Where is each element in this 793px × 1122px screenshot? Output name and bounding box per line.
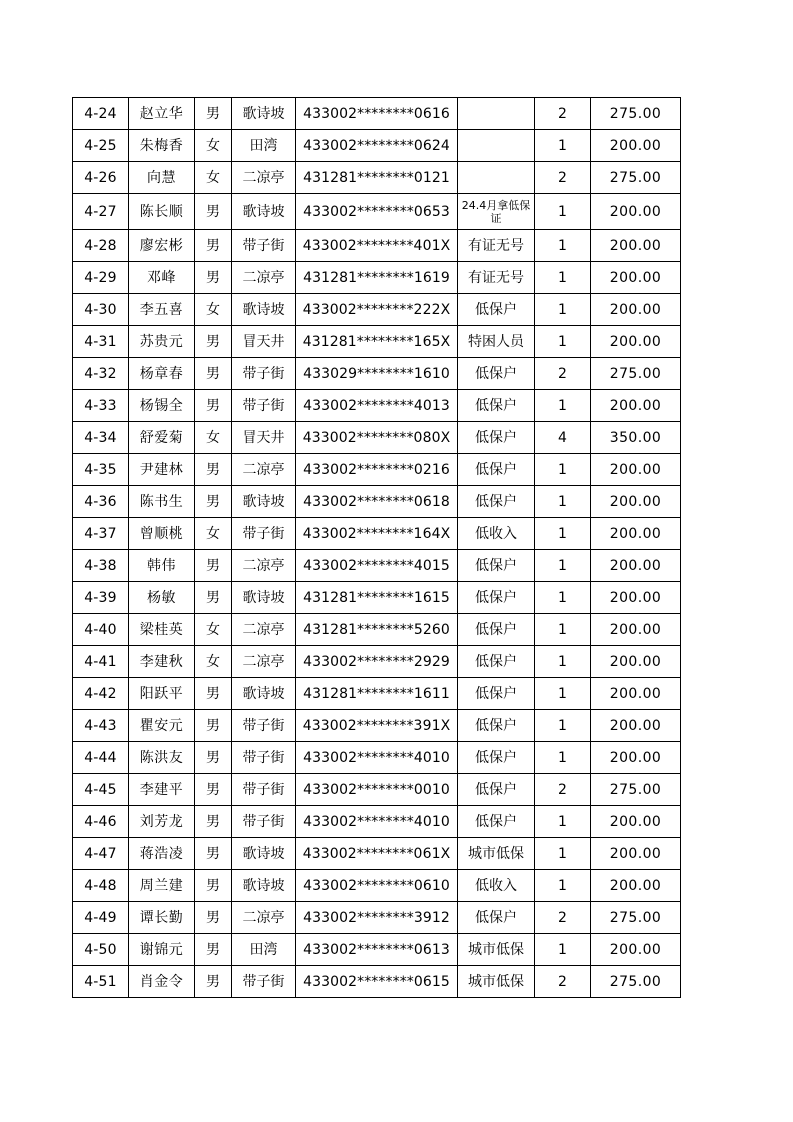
cell-area: 带子街 <box>232 358 296 390</box>
cell-id-number: 433002********0653 <box>296 194 458 230</box>
cell-id-number: 433002********061X <box>296 838 458 870</box>
cell-gender: 男 <box>195 678 232 710</box>
cell-serial-number: 4-30 <box>73 294 129 326</box>
cell-amount: 200.00 <box>591 806 681 838</box>
cell-household-count: 1 <box>535 550 591 582</box>
cell-amount: 200.00 <box>591 870 681 902</box>
cell-id-number: 433002********164X <box>296 518 458 550</box>
cell-household-count: 2 <box>535 902 591 934</box>
cell-note <box>458 162 535 194</box>
cell-id-number: 433002********080X <box>296 422 458 454</box>
cell-area: 歌诗坡 <box>232 486 296 518</box>
cell-household-count: 1 <box>535 838 591 870</box>
cell-area: 二凉亭 <box>232 902 296 934</box>
cell-area: 带子街 <box>232 806 296 838</box>
cell-household-count: 1 <box>535 678 591 710</box>
cell-name: 曾顺桃 <box>129 518 195 550</box>
cell-household-count: 1 <box>535 230 591 262</box>
cell-note: 低保户 <box>458 454 535 486</box>
cell-gender: 男 <box>195 390 232 422</box>
cell-name: 李建平 <box>129 774 195 806</box>
cell-household-count: 2 <box>535 966 591 998</box>
cell-area: 歌诗坡 <box>232 870 296 902</box>
cell-household-count: 2 <box>535 774 591 806</box>
cell-note <box>458 130 535 162</box>
cell-name: 谭长勤 <box>129 902 195 934</box>
cell-serial-number: 4-31 <box>73 326 129 358</box>
cell-id-number: 433002********0613 <box>296 934 458 966</box>
cell-household-count: 1 <box>535 870 591 902</box>
table-row <box>73 390 681 422</box>
cell-household-count: 1 <box>535 262 591 294</box>
table-row <box>73 262 681 294</box>
cell-note: 低保户 <box>458 582 535 614</box>
cell-area: 二凉亭 <box>232 614 296 646</box>
cell-name: 李五喜 <box>129 294 195 326</box>
cell-gender: 男 <box>195 806 232 838</box>
cell-gender: 男 <box>195 902 232 934</box>
cell-amount: 200.00 <box>591 646 681 678</box>
cell-household-count: 1 <box>535 710 591 742</box>
cell-gender: 男 <box>195 870 232 902</box>
cell-note: 低保户 <box>458 390 535 422</box>
cell-household-count: 2 <box>535 162 591 194</box>
cell-area: 歌诗坡 <box>232 838 296 870</box>
cell-gender: 男 <box>195 838 232 870</box>
cell-note: 低收入 <box>458 870 535 902</box>
table-row <box>73 774 681 806</box>
table-row <box>73 550 681 582</box>
table-row <box>73 646 681 678</box>
cell-note: 低保户 <box>458 486 535 518</box>
cell-gender: 男 <box>195 742 232 774</box>
cell-household-count: 1 <box>535 326 591 358</box>
cell-serial-number: 4-34 <box>73 422 129 454</box>
cell-gender: 女 <box>195 422 232 454</box>
cell-amount: 200.00 <box>591 294 681 326</box>
cell-serial-number: 4-51 <box>73 966 129 998</box>
cell-amount: 200.00 <box>591 326 681 358</box>
cell-gender: 男 <box>195 358 232 390</box>
cell-note: 低保户 <box>458 742 535 774</box>
cell-gender: 男 <box>195 710 232 742</box>
cell-household-count: 4 <box>535 422 591 454</box>
cell-name: 杨锡全 <box>129 390 195 422</box>
cell-name: 阳跃平 <box>129 678 195 710</box>
cell-serial-number: 4-45 <box>73 774 129 806</box>
cell-note: 城市低保 <box>458 838 535 870</box>
cell-id-number: 433002********3912 <box>296 902 458 934</box>
cell-area: 带子街 <box>232 966 296 998</box>
cell-amount: 200.00 <box>591 262 681 294</box>
cell-id-number: 433002********2929 <box>296 646 458 678</box>
cell-name: 肖金令 <box>129 966 195 998</box>
cell-household-count: 2 <box>535 358 591 390</box>
cell-serial-number: 4-43 <box>73 710 129 742</box>
cell-household-count: 2 <box>535 98 591 130</box>
cell-gender: 男 <box>195 262 232 294</box>
cell-area: 冒天井 <box>232 326 296 358</box>
cell-household-count: 1 <box>535 934 591 966</box>
cell-id-number: 433002********0010 <box>296 774 458 806</box>
table-row <box>73 130 681 162</box>
cell-name: 刘芳龙 <box>129 806 195 838</box>
cell-id-number: 433002********0624 <box>296 130 458 162</box>
cell-gender: 男 <box>195 230 232 262</box>
cell-name: 向慧 <box>129 162 195 194</box>
cell-serial-number: 4-38 <box>73 550 129 582</box>
cell-amount: 200.00 <box>591 678 681 710</box>
cell-gender: 男 <box>195 98 232 130</box>
cell-id-number: 433002********401X <box>296 230 458 262</box>
cell-serial-number: 4-48 <box>73 870 129 902</box>
table-row <box>73 838 681 870</box>
cell-amount: 200.00 <box>591 934 681 966</box>
cell-household-count: 1 <box>535 294 591 326</box>
cell-area: 带子街 <box>232 774 296 806</box>
cell-serial-number: 4-42 <box>73 678 129 710</box>
cell-area: 二凉亭 <box>232 262 296 294</box>
table-row <box>73 194 681 230</box>
cell-name: 杨敏 <box>129 582 195 614</box>
table-row <box>73 294 681 326</box>
cell-note: 有证无号 <box>458 262 535 294</box>
cell-gender: 女 <box>195 614 232 646</box>
cell-id-number: 433002********4010 <box>296 742 458 774</box>
cell-id-number: 431281********5260 <box>296 614 458 646</box>
cell-amount: 200.00 <box>591 454 681 486</box>
cell-id-number: 433002********0610 <box>296 870 458 902</box>
cell-note <box>458 98 535 130</box>
cell-name: 梁桂英 <box>129 614 195 646</box>
cell-serial-number: 4-49 <box>73 902 129 934</box>
cell-household-count: 1 <box>535 194 591 230</box>
cell-id-number: 433029********1610 <box>296 358 458 390</box>
cell-name: 李建秋 <box>129 646 195 678</box>
cell-serial-number: 4-32 <box>73 358 129 390</box>
cell-id-number: 431281********0121 <box>296 162 458 194</box>
cell-area: 二凉亭 <box>232 162 296 194</box>
cell-amount: 200.00 <box>591 742 681 774</box>
cell-serial-number: 4-33 <box>73 390 129 422</box>
cell-area: 田湾 <box>232 130 296 162</box>
cell-area: 二凉亭 <box>232 646 296 678</box>
roster-table <box>72 97 681 998</box>
cell-note: 低保户 <box>458 774 535 806</box>
table-row <box>73 230 681 262</box>
cell-area: 歌诗坡 <box>232 294 296 326</box>
cell-gender: 女 <box>195 130 232 162</box>
cell-name: 陈洪友 <box>129 742 195 774</box>
cell-amount: 275.00 <box>591 902 681 934</box>
table-row <box>73 678 681 710</box>
cell-serial-number: 4-44 <box>73 742 129 774</box>
cell-amount: 200.00 <box>591 194 681 230</box>
cell-area: 带子街 <box>232 390 296 422</box>
cell-amount: 200.00 <box>591 390 681 422</box>
cell-note: 低保户 <box>458 294 535 326</box>
cell-name: 赵立华 <box>129 98 195 130</box>
cell-id-number: 431281********1615 <box>296 582 458 614</box>
cell-note: 城市低保 <box>458 934 535 966</box>
cell-serial-number: 4-39 <box>73 582 129 614</box>
cell-gender: 男 <box>195 326 232 358</box>
cell-area: 冒天井 <box>232 422 296 454</box>
cell-serial-number: 4-35 <box>73 454 129 486</box>
cell-area: 歌诗坡 <box>232 98 296 130</box>
cell-amount: 200.00 <box>591 230 681 262</box>
cell-amount: 275.00 <box>591 98 681 130</box>
cell-id-number: 431281********1619 <box>296 262 458 294</box>
cell-id-number: 433002********391X <box>296 710 458 742</box>
cell-name: 杨章春 <box>129 358 195 390</box>
cell-amount: 200.00 <box>591 614 681 646</box>
cell-household-count: 1 <box>535 130 591 162</box>
table-row <box>73 582 681 614</box>
cell-household-count: 1 <box>535 806 591 838</box>
cell-note: 有证无号 <box>458 230 535 262</box>
cell-id-number: 433002********4015 <box>296 550 458 582</box>
cell-amount: 200.00 <box>591 582 681 614</box>
cell-name: 朱梅香 <box>129 130 195 162</box>
table-row <box>73 454 681 486</box>
table-row <box>73 966 681 998</box>
cell-note: 低保户 <box>458 422 535 454</box>
cell-name: 陈书生 <box>129 486 195 518</box>
cell-gender: 男 <box>195 454 232 486</box>
cell-serial-number: 4-40 <box>73 614 129 646</box>
cell-amount: 275.00 <box>591 966 681 998</box>
cell-area: 田湾 <box>232 934 296 966</box>
cell-amount: 200.00 <box>591 550 681 582</box>
cell-amount: 200.00 <box>591 518 681 550</box>
cell-area: 二凉亭 <box>232 550 296 582</box>
cell-serial-number: 4-50 <box>73 934 129 966</box>
table-row <box>73 934 681 966</box>
cell-household-count: 1 <box>535 454 591 486</box>
cell-amount: 200.00 <box>591 710 681 742</box>
cell-note: 低保户 <box>458 678 535 710</box>
table-row <box>73 486 681 518</box>
cell-gender: 男 <box>195 966 232 998</box>
cell-amount: 275.00 <box>591 774 681 806</box>
cell-gender: 女 <box>195 646 232 678</box>
cell-name: 邓峰 <box>129 262 195 294</box>
cell-name: 尹建林 <box>129 454 195 486</box>
cell-gender: 女 <box>195 518 232 550</box>
cell-id-number: 433002********0618 <box>296 486 458 518</box>
cell-household-count: 1 <box>535 582 591 614</box>
cell-name: 瞿安元 <box>129 710 195 742</box>
cell-id-number: 431281********1611 <box>296 678 458 710</box>
cell-name: 蒋浩凌 <box>129 838 195 870</box>
cell-note: 特困人员 <box>458 326 535 358</box>
cell-amount: 275.00 <box>591 162 681 194</box>
cell-name: 廖宏彬 <box>129 230 195 262</box>
cell-note: 低保户 <box>458 710 535 742</box>
cell-amount: 350.00 <box>591 422 681 454</box>
cell-serial-number: 4-36 <box>73 486 129 518</box>
cell-id-number: 433002********0216 <box>296 454 458 486</box>
cell-serial-number: 4-24 <box>73 98 129 130</box>
cell-serial-number: 4-46 <box>73 806 129 838</box>
table-row <box>73 358 681 390</box>
cell-household-count: 1 <box>535 518 591 550</box>
cell-note: 低保户 <box>458 358 535 390</box>
cell-serial-number: 4-37 <box>73 518 129 550</box>
cell-serial-number: 4-28 <box>73 230 129 262</box>
cell-note: 低保户 <box>458 550 535 582</box>
cell-household-count: 1 <box>535 390 591 422</box>
cell-name: 韩伟 <box>129 550 195 582</box>
table-row <box>73 614 681 646</box>
cell-area: 二凉亭 <box>232 454 296 486</box>
cell-serial-number: 4-29 <box>73 262 129 294</box>
cell-serial-number: 4-25 <box>73 130 129 162</box>
cell-household-count: 1 <box>535 486 591 518</box>
table-row <box>73 742 681 774</box>
cell-gender: 男 <box>195 582 232 614</box>
cell-amount: 200.00 <box>591 486 681 518</box>
cell-name: 舒爱菊 <box>129 422 195 454</box>
table-row <box>73 422 681 454</box>
cell-area: 歌诗坡 <box>232 194 296 230</box>
table-row <box>73 710 681 742</box>
cell-gender: 男 <box>195 194 232 230</box>
cell-amount: 275.00 <box>591 358 681 390</box>
cell-area: 带子街 <box>232 710 296 742</box>
table-row <box>73 162 681 194</box>
cell-note: 低保户 <box>458 806 535 838</box>
cell-area: 带子街 <box>232 742 296 774</box>
cell-id-number: 431281********165X <box>296 326 458 358</box>
cell-serial-number: 4-47 <box>73 838 129 870</box>
cell-area: 带子街 <box>232 230 296 262</box>
table-row <box>73 902 681 934</box>
cell-area: 歌诗坡 <box>232 582 296 614</box>
table-row <box>73 870 681 902</box>
table-row <box>73 326 681 358</box>
cell-gender: 女 <box>195 294 232 326</box>
cell-gender: 女 <box>195 162 232 194</box>
cell-id-number: 433002********4010 <box>296 806 458 838</box>
cell-household-count: 1 <box>535 646 591 678</box>
cell-serial-number: 4-26 <box>73 162 129 194</box>
cell-name: 陈长顺 <box>129 194 195 230</box>
cell-name: 谢锦元 <box>129 934 195 966</box>
cell-amount: 200.00 <box>591 838 681 870</box>
cell-gender: 男 <box>195 934 232 966</box>
cell-area: 带子街 <box>232 518 296 550</box>
cell-note: 城市低保 <box>458 966 535 998</box>
cell-note: 低收入 <box>458 518 535 550</box>
cell-note: 低保户 <box>458 902 535 934</box>
cell-id-number: 433002********0616 <box>296 98 458 130</box>
cell-serial-number: 4-41 <box>73 646 129 678</box>
table-row <box>73 806 681 838</box>
cell-id-number: 433002********222X <box>296 294 458 326</box>
cell-name: 周兰建 <box>129 870 195 902</box>
cell-serial-number: 4-27 <box>73 194 129 230</box>
cell-note: 低保户 <box>458 614 535 646</box>
cell-household-count: 1 <box>535 614 591 646</box>
cell-area: 歌诗坡 <box>232 678 296 710</box>
cell-gender: 男 <box>195 486 232 518</box>
cell-gender: 男 <box>195 550 232 582</box>
roster-table-body <box>73 98 681 998</box>
cell-id-number: 433002********4013 <box>296 390 458 422</box>
cell-household-count: 1 <box>535 742 591 774</box>
table-row <box>73 98 681 130</box>
table-row <box>73 518 681 550</box>
cell-name: 苏贵元 <box>129 326 195 358</box>
cell-note: 低保户 <box>458 646 535 678</box>
cell-id-number: 433002********0615 <box>296 966 458 998</box>
cell-gender: 男 <box>195 774 232 806</box>
cell-amount: 200.00 <box>591 130 681 162</box>
cell-note: 24.4月拿低保证 <box>458 194 535 230</box>
